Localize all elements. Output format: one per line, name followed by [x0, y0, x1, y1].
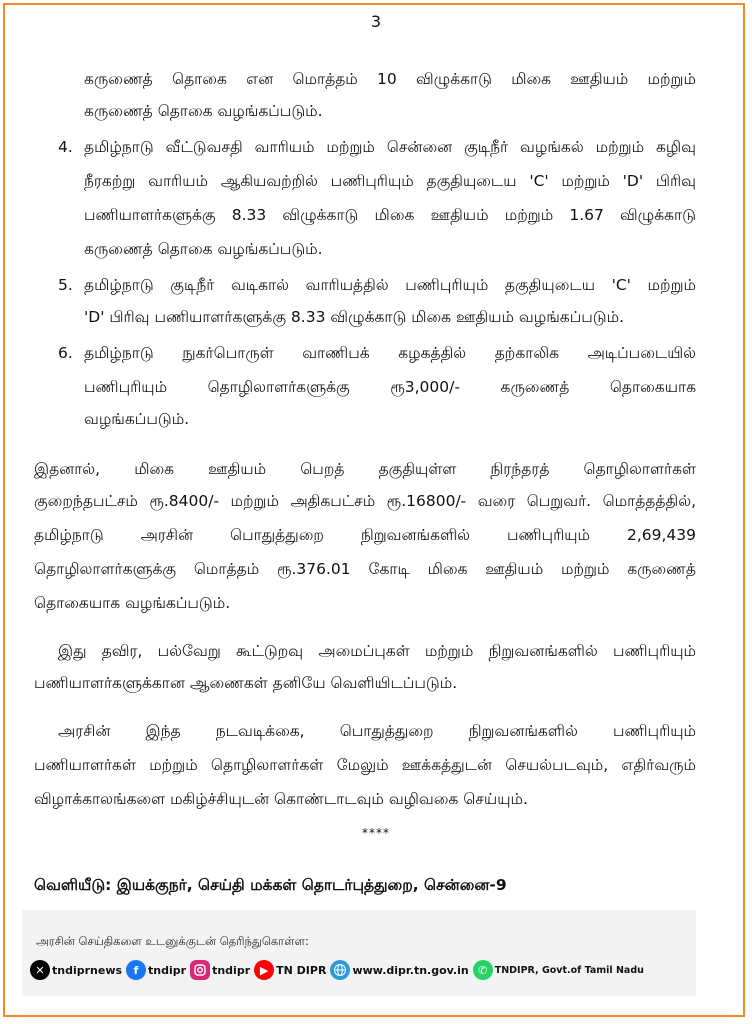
social-label: TNDIPR, Govt.of Tamil Nadu	[494, 964, 644, 976]
social-label: tndipr	[212, 963, 251, 977]
list-item-line: நீரகற்று வாரியம் ஆகியவற்றில் பணிபுரியும் தகுதியுடைய 'C' மற்றும் 'D' பிரிவு	[84, 172, 696, 190]
paragraph-line: தொகையாக வழங்கப்படும்.	[34, 594, 231, 612]
paragraph-line: குறைந்தபட்சம் ரூ.8400/- மற்றும் அதிகபட்சம் ரூ.16800/- வரை பெறுவர். மொத்தத்தில்,	[34, 492, 696, 510]
social-label: tndipr	[148, 963, 187, 977]
list-item-line: வழங்கப்படும்.	[84, 410, 190, 428]
list-number: 4.	[58, 138, 73, 156]
release-line: வெளியீடு: இயக்குநர், செய்தி மக்கள் தொடர்புத்துறை, சென்னை-9	[34, 876, 507, 894]
list-item-line: தமிழ்நாடு குடிநீர் வடிகால் வாரியத்தில் பணிபுரியும் தகுதியுடைய 'C' மற்றும்	[84, 276, 696, 294]
social-link-whatsapp[interactable]	[473, 960, 644, 980]
separator: ****	[362, 826, 390, 840]
text-line: கருணைத் தொகை வழங்கப்படும்.	[84, 102, 323, 120]
footer-caption: அரசின் செய்திகளை உடனுக்குடன் தெரிந்துகொள்ள:	[36, 934, 309, 948]
list-number: 5.	[58, 276, 73, 294]
page-number: 3	[370, 12, 382, 31]
paragraph-line: தமிழ்நாடு அரசின் பொதுத்துறை நிறுவனங்களில் பணிபுரியும் 2,69,439	[34, 526, 696, 544]
paragraph-line: தொழிலாளர்களுக்கு மொத்தம் ரூ.376.01 கோடி மிகை ஊதியம் மற்றும் கருணைத்	[34, 560, 696, 578]
list-item-line: பணியாளர்களுக்கு 8.33 விழுக்காடு மிகை ஊதியம் மற்றும் 1.67 விழுக்காடு	[84, 206, 696, 224]
social-label: TN DIPR	[276, 963, 327, 977]
social-links	[30, 957, 648, 983]
whatsapp-icon: ✆	[473, 960, 493, 980]
list-item-line: பணிபுரியும் தொழிலாளர்களுக்கு ரூ3,000/- கருணைத் தொகையாக	[84, 378, 696, 396]
paragraph-line: இதனால், மிகை ஊதியம் பெறத் தகுதியுள்ள நிரந்தரத் தொழிலாளர்கள்	[34, 460, 696, 478]
social-link-instagram[interactable]	[190, 960, 250, 980]
social-link-youtube[interactable]	[254, 960, 326, 980]
social-label: tndiprnews	[52, 963, 123, 977]
globe-icon	[330, 960, 350, 980]
social-label: www.dipr.tn.gov.in	[352, 963, 469, 977]
list-number: 6.	[58, 344, 73, 362]
list-item-line: 'D' பிரிவு பணியாளர்களுக்கு 8.33 விழுக்காடு மிகை ஊதியம் வழங்கப்படும்.	[84, 308, 625, 326]
footer-banner	[22, 910, 696, 996]
list-item-line: தமிழ்நாடு வீட்டுவசதி வாரியம் மற்றும் சென்னை குடிநீர் வழங்கல் மற்றும் கழிவு	[84, 138, 696, 156]
social-link-website[interactable]	[330, 960, 468, 980]
youtube-icon: ▶	[254, 960, 274, 980]
social-link-facebook[interactable]	[126, 960, 186, 980]
text-line: கருணைத் தொகை என மொத்தம் 10 விழுக்காடு மிகை ஊதியம் மற்றும்	[84, 70, 696, 88]
paragraph-line: இது தவிர, பல்வேறு கூட்டுறவு அமைப்புகள் மற்றும் நிறுவனங்களில் பணிபுரியும்	[58, 642, 696, 660]
x-icon: ✕	[30, 960, 50, 980]
paragraph-line: விழாக்காலங்களை மகிழ்ச்சியுடன் கொண்டாடவும் வழிவகை செய்யும்.	[34, 790, 528, 808]
paragraph-line: அரசின் இந்த நடவடிக்கை, பொதுத்துறை நிறுவனங்களில் பணிபுரியும்	[58, 722, 696, 740]
instagram-icon	[190, 960, 210, 980]
list-item-line: தமிழ்நாடு நுகர்பொருள் வாணிபக் கழகத்தில் தற்காலிக அடிப்படையில்	[84, 344, 696, 362]
paragraph-line: பணியாளர்கள் மற்றும் தொழிலாளர்கள் மேலும் ஊக்கத்துடன் செயல்படவும், எதிர்வரும்	[34, 756, 696, 774]
list-item-line: கருணைத் தொகை வழங்கப்படும்.	[84, 240, 323, 258]
social-link-x[interactable]	[30, 960, 122, 980]
facebook-icon: f	[126, 960, 146, 980]
paragraph-line: பணியாளர்களுக்கான ஆணைகள் தனியே வெளியிடப்படும்.	[34, 674, 458, 692]
